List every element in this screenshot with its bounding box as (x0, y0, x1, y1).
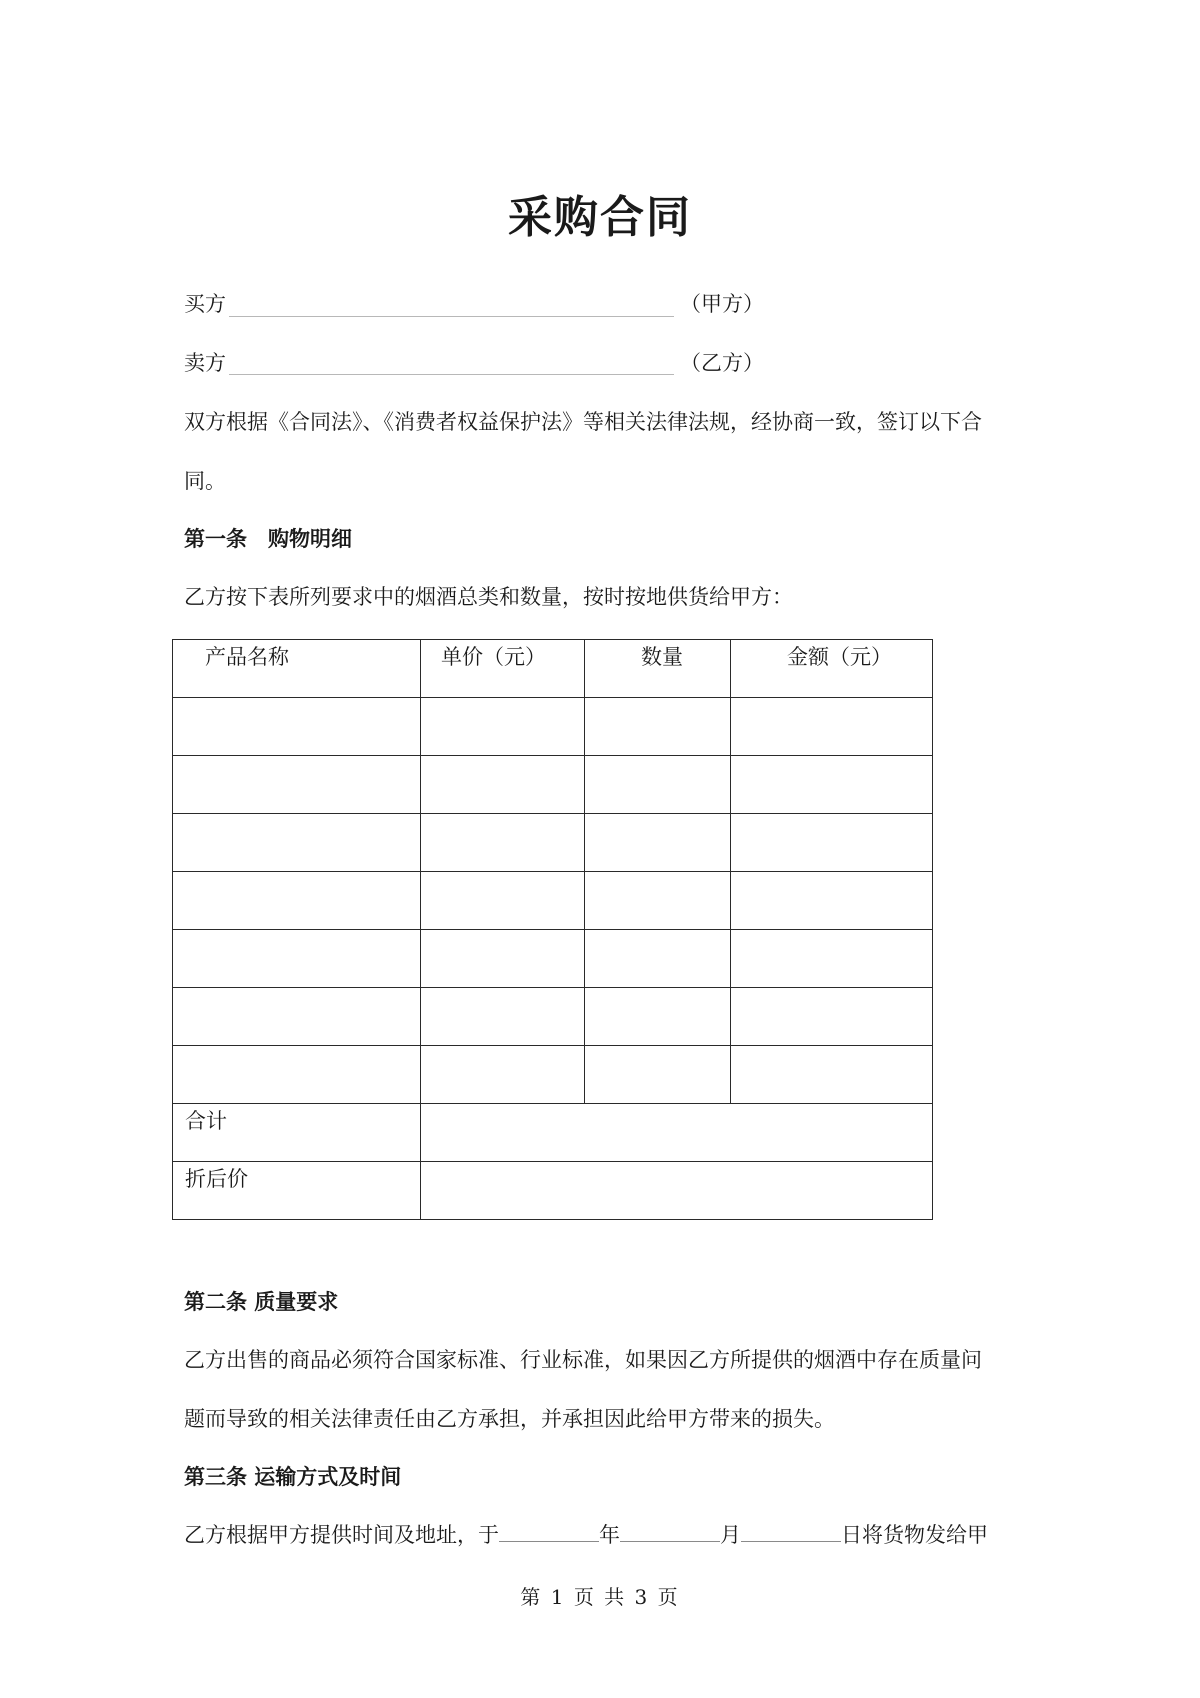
table-row (173, 814, 933, 872)
article-2-line-2: 题而导致的相关法律责任由乙方承担，并承担因此给甲方带来的损失。 (184, 1407, 835, 1431)
table-cell[interactable] (421, 930, 585, 988)
article-2-line-1: 乙方出售的商品必须符合国家标准、行业标准，如果因乙方所提供的烟酒中存在质量问 (184, 1348, 982, 1372)
total-label: 合计 (185, 1109, 227, 1133)
buyer-name-field[interactable] (229, 316, 674, 317)
page-number-footer: 第 1 页 共 3 页 (520, 1585, 680, 1609)
table-cell[interactable] (585, 1046, 731, 1104)
table-cell[interactable] (421, 698, 585, 756)
delivery-month-field[interactable] (620, 1521, 720, 1542)
table-cell[interactable] (173, 930, 421, 988)
table-row (173, 1046, 933, 1104)
total-row (173, 1104, 933, 1162)
table-cell[interactable] (421, 814, 585, 872)
article-1-text: 乙方按下表所列要求中的烟酒总类和数量，按时按地供货给甲方： (184, 585, 793, 609)
table-cell[interactable] (421, 872, 585, 930)
table-cell[interactable] (731, 1046, 933, 1104)
discount-row (173, 1162, 933, 1220)
table-cell[interactable] (585, 814, 731, 872)
table-cell[interactable] (585, 756, 731, 814)
header-cell (421, 640, 585, 698)
header-cell (731, 640, 933, 698)
article-2-heading: 第二条 质量要求 (184, 1290, 339, 1314)
table-cell[interactable] (421, 988, 585, 1046)
table-row (173, 872, 933, 930)
header-amount: 金额（元） (787, 645, 892, 669)
table-cell[interactable] (173, 1046, 421, 1104)
discount-label-cell (173, 1162, 421, 1220)
table-cell[interactable] (173, 756, 421, 814)
table-cell[interactable] (173, 872, 421, 930)
article-3-line (184, 1520, 988, 1550)
intro-line-2: 同。 (184, 469, 226, 493)
seller-label: 卖方 (184, 351, 226, 375)
intro-line-1: 双方根据《合同法》、《消费者权益保护法》等相关法律法规，经协商一致，签订以下合 (184, 410, 982, 434)
header-cell (585, 640, 731, 698)
table-cell[interactable] (421, 1046, 585, 1104)
table-row (173, 988, 933, 1046)
table-cell[interactable] (731, 698, 933, 756)
buyer-party-tag: （甲方） (680, 292, 764, 316)
delivery-day-field[interactable] (741, 1521, 841, 1542)
discount-label: 折后价 (185, 1167, 248, 1191)
goods-table (172, 639, 933, 1220)
buyer-label: 买方 (184, 292, 226, 316)
delivery-text-suffix: 日将货物发给甲 (841, 1523, 988, 1547)
table-header-row (173, 640, 933, 698)
table-row (173, 756, 933, 814)
seller-name-field[interactable] (229, 374, 674, 375)
table-cell[interactable] (731, 872, 933, 930)
table-cell[interactable] (731, 756, 933, 814)
delivery-year-field[interactable] (499, 1521, 599, 1542)
total-value-cell[interactable] (421, 1104, 933, 1162)
table-cell[interactable] (731, 930, 933, 988)
seller-party-tag: （乙方） (680, 351, 764, 375)
table-row (173, 930, 933, 988)
year-label: 年 (599, 1523, 620, 1547)
discount-value-cell[interactable] (421, 1162, 933, 1220)
header-product-name: 产品名称 (205, 645, 289, 669)
document-title: 采购合同 (508, 192, 692, 243)
table-cell[interactable] (731, 814, 933, 872)
month-label: 月 (720, 1523, 741, 1547)
total-label-cell (173, 1104, 421, 1162)
header-unit-price: 单价（元） (441, 645, 546, 669)
header-quantity: 数量 (641, 645, 683, 669)
article-3-heading: 第三条 运输方式及时间 (184, 1465, 402, 1489)
table-cell[interactable] (585, 930, 731, 988)
table-row (173, 698, 933, 756)
table-cell[interactable] (173, 698, 421, 756)
table-cell[interactable] (585, 872, 731, 930)
table-cell[interactable] (731, 988, 933, 1046)
table-cell[interactable] (421, 756, 585, 814)
article-1-heading: 第一条 购物明细 (184, 527, 352, 551)
table-cell[interactable] (585, 988, 731, 1046)
table-cell[interactable] (173, 814, 421, 872)
header-cell (173, 640, 421, 698)
table-cell[interactable] (585, 698, 731, 756)
delivery-text-prefix: 乙方根据甲方提供时间及地址，于 (184, 1523, 499, 1547)
table-cell[interactable] (173, 988, 421, 1046)
